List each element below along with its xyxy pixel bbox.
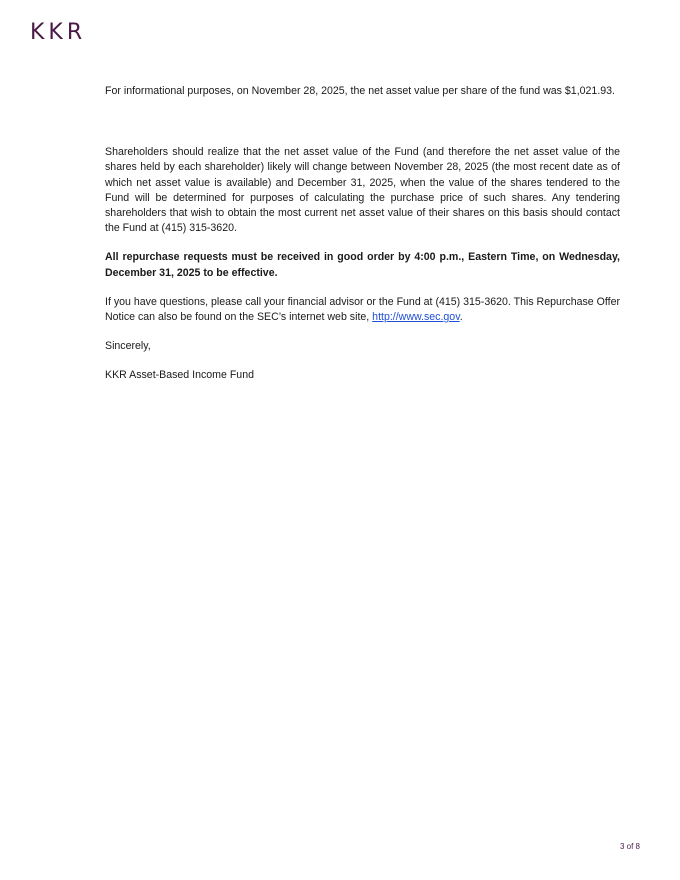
nav-paragraph: For informational purposes, on November 28, 2025, the net asset value per share of the fund was $1,021.93. bbox=[105, 85, 615, 97]
kkr-logo: KKR bbox=[30, 20, 87, 45]
signature: KKR Asset-Based Income Fund bbox=[105, 369, 254, 382]
nav-change-paragraph: Shareholders should realize that the net asset value of the Fund (and therefore the net asset value of the shares held by each shareholder) likely will change between November 28, 2025 (the most recent date as of which net asset value is available) and December 31, 2025, when the value of the shares tendered to the Fund will be determined for purposes of calculating the purchase price of such shares. Any tendering shareholders that wish to obtain the most current net asset value of their shares on this basis should contact the Fund at (415) 315-3620. bbox=[105, 146, 620, 235]
questions-end-punctuation: . bbox=[459, 311, 463, 324]
page-number: 3 of 8 bbox=[619, 842, 640, 851]
questions-paragraph bbox=[105, 295, 620, 325]
sec-website-link[interactable]: http://www.sec.gov bbox=[372, 311, 460, 324]
letter-body bbox=[105, 84, 620, 384]
questions-text: If you have questions, please call your financial advisor or the Fund at (415) 315-3620. This Repurchase Offer Notice can also be found on the SEC’s internet web site, bbox=[105, 295, 620, 324]
closing-salutation: Sincerely, bbox=[105, 340, 151, 353]
deadline-paragraph: All repurchase requests must be received in good order by 4:00 p.m., Eastern Time, on Wednesday, December 31, 2025 to be effective. bbox=[105, 251, 620, 279]
